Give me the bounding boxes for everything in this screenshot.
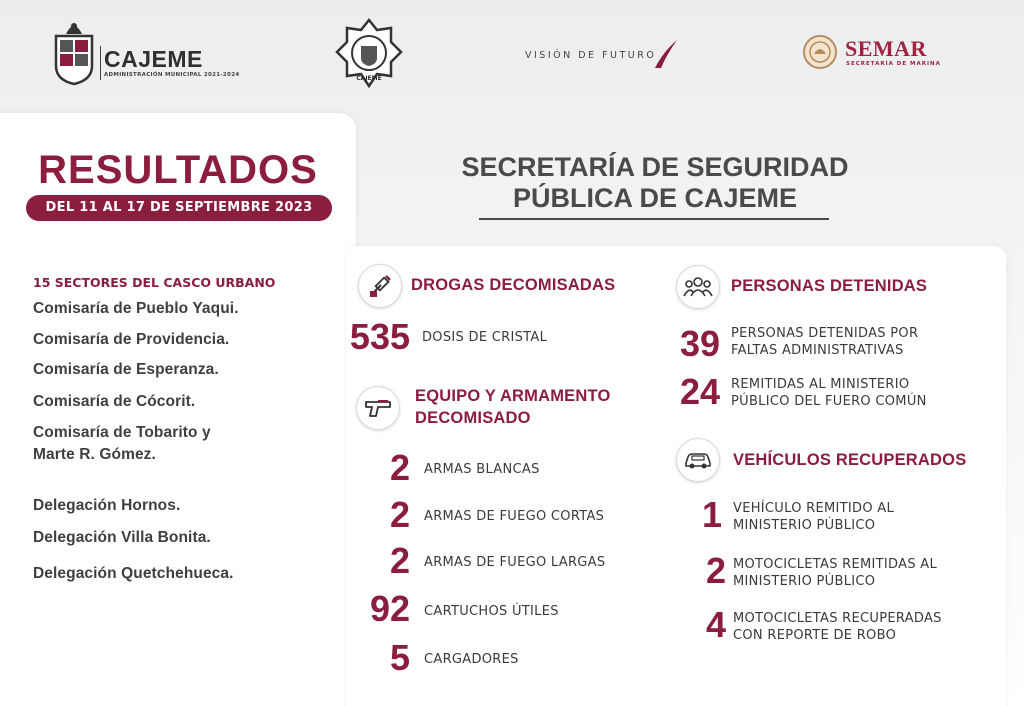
- armas-blancas-count: 2: [389, 447, 410, 488]
- people-group-icon: [676, 265, 720, 309]
- logo-divider: [100, 46, 101, 80]
- cargadores-count: 5: [389, 637, 410, 678]
- cajeme-shield-icon: [52, 18, 96, 86]
- cajeme-logo: [52, 18, 240, 88]
- vehiculo-remitido-label-line1: VEHÍCULO REMITIDO AL: [733, 501, 895, 516]
- organization-title-line1: SECRETARÍA DE SEGURIDAD: [461, 152, 849, 182]
- drogas-count: 535: [349, 316, 410, 357]
- list-item: Comisaría de Tobarito y: [33, 424, 211, 441]
- drogas-label: DOSIS DE CRISTAL: [422, 330, 548, 345]
- cartuchos-label: CARTUCHOS ÚTILES: [424, 604, 559, 619]
- detenidos-faltas-count: 39: [679, 323, 720, 364]
- motos-recuperadas-label-line1: MOTOCICLETAS RECUPERADAS: [733, 611, 942, 626]
- page-title: RESULTADOS: [38, 148, 318, 192]
- pistol-icon: [356, 386, 400, 430]
- personas-title: PERSONAS DETENIDAS: [731, 277, 928, 295]
- list-item: Delegación Hornos.: [33, 497, 181, 514]
- cajeme-subtitle: ADMINISTRACIÓN MUNICIPAL 2021-2024: [104, 72, 240, 78]
- swoosh-icon: [653, 40, 679, 70]
- equipo-title-line1: EQUIPO Y ARMAMENTO: [415, 387, 611, 405]
- vision-text: VISIÓN DE FUTURO: [525, 50, 657, 61]
- cargadores-label: CARGADORES: [424, 652, 519, 667]
- armas-cortas-count: 2: [389, 494, 410, 535]
- detenidos-faltas-label-line2: FALTAS ADMINISTRATIVAS: [731, 343, 904, 358]
- list-item: Marte R. Gómez.: [33, 446, 156, 463]
- armas-cortas-label: ARMAS DE FUEGO CORTAS: [424, 509, 605, 524]
- drogas-title: DROGAS DECOMISADAS: [411, 276, 616, 294]
- semar-name: SEMAR: [845, 36, 927, 61]
- badge-text: CAJEME: [356, 75, 382, 82]
- semar-logo: [802, 34, 962, 74]
- eagle-seal-icon: [802, 34, 838, 70]
- semar-subtitle: SECRETARÍA DE MARINA: [846, 61, 941, 67]
- detenidos-faltas-label-line1: PERSONAS DETENIDAS POR: [731, 326, 919, 341]
- equipo-title: [415, 385, 611, 429]
- remitidas-mp-count: 24: [679, 371, 720, 412]
- list-item: Comisaría de Pueblo Yaqui.: [33, 300, 239, 317]
- equipo-title-line2: DECOMISADO: [415, 409, 531, 427]
- police-badge-icon: [333, 18, 405, 88]
- armas-blancas-label: ARMAS BLANCAS: [424, 462, 540, 477]
- motos-remitidas-label-line2: MINISTERIO PÚBLICO: [733, 574, 876, 589]
- motos-recuperadas-label: [733, 610, 942, 644]
- syringe-icon: [358, 264, 402, 308]
- vehiculo-remitido-label: [733, 500, 894, 534]
- remitidas-mp-label-line2: PÚBLICO DEL FUERO COMÚN: [731, 394, 927, 409]
- title-underline: [479, 218, 829, 220]
- motos-recuperadas-count: 4: [705, 604, 726, 645]
- vehiculos-title: VEHÍCULOS RECUPERADOS: [733, 451, 967, 469]
- date-range-badge: DEL 11 AL 17 DE SEPTIEMBRE 2023: [26, 195, 332, 221]
- cajeme-name: CAJEME: [104, 46, 203, 72]
- detenidos-faltas-label: [731, 325, 918, 359]
- motos-recuperadas-label-line2: CON REPORTE DE ROBO: [733, 628, 897, 643]
- organization-title: [400, 152, 910, 214]
- armas-largas-count: 2: [389, 540, 410, 581]
- sectors-heading: 15 SECTORES DEL CASCO URBANO: [33, 275, 276, 290]
- car-icon: [676, 438, 720, 482]
- list-item: Delegación Quetchehueca.: [33, 565, 234, 582]
- remitidas-mp-label: [731, 376, 927, 410]
- police-badge-logo: [333, 18, 405, 88]
- list-item: Comisaría de Providencia.: [33, 331, 230, 348]
- list-item: Comisaría de Cócorit.: [33, 393, 196, 410]
- armas-largas-label: ARMAS DE FUEGO LARGAS: [424, 555, 606, 570]
- list-item: Comisaría de Esperanza.: [33, 361, 219, 378]
- motos-remitidas-count: 2: [705, 550, 726, 591]
- vehiculo-remitido-label-line2: MINISTERIO PÚBLICO: [733, 518, 876, 533]
- motos-remitidas-label-line1: MOTOCICLETAS REMITIDAS AL: [733, 557, 938, 572]
- organization-title-line2: PÚBLICA DE CAJEME: [512, 183, 798, 213]
- motos-remitidas-label: [733, 556, 937, 590]
- list-item: Delegación Villa Bonita.: [33, 529, 211, 546]
- vehiculo-remitido-count: 1: [701, 494, 722, 535]
- cartuchos-count: 92: [369, 588, 410, 629]
- remitidas-mp-label-line1: REMITIDAS AL MINISTERIO: [731, 377, 910, 392]
- vision-de-futuro-logo: [525, 40, 685, 70]
